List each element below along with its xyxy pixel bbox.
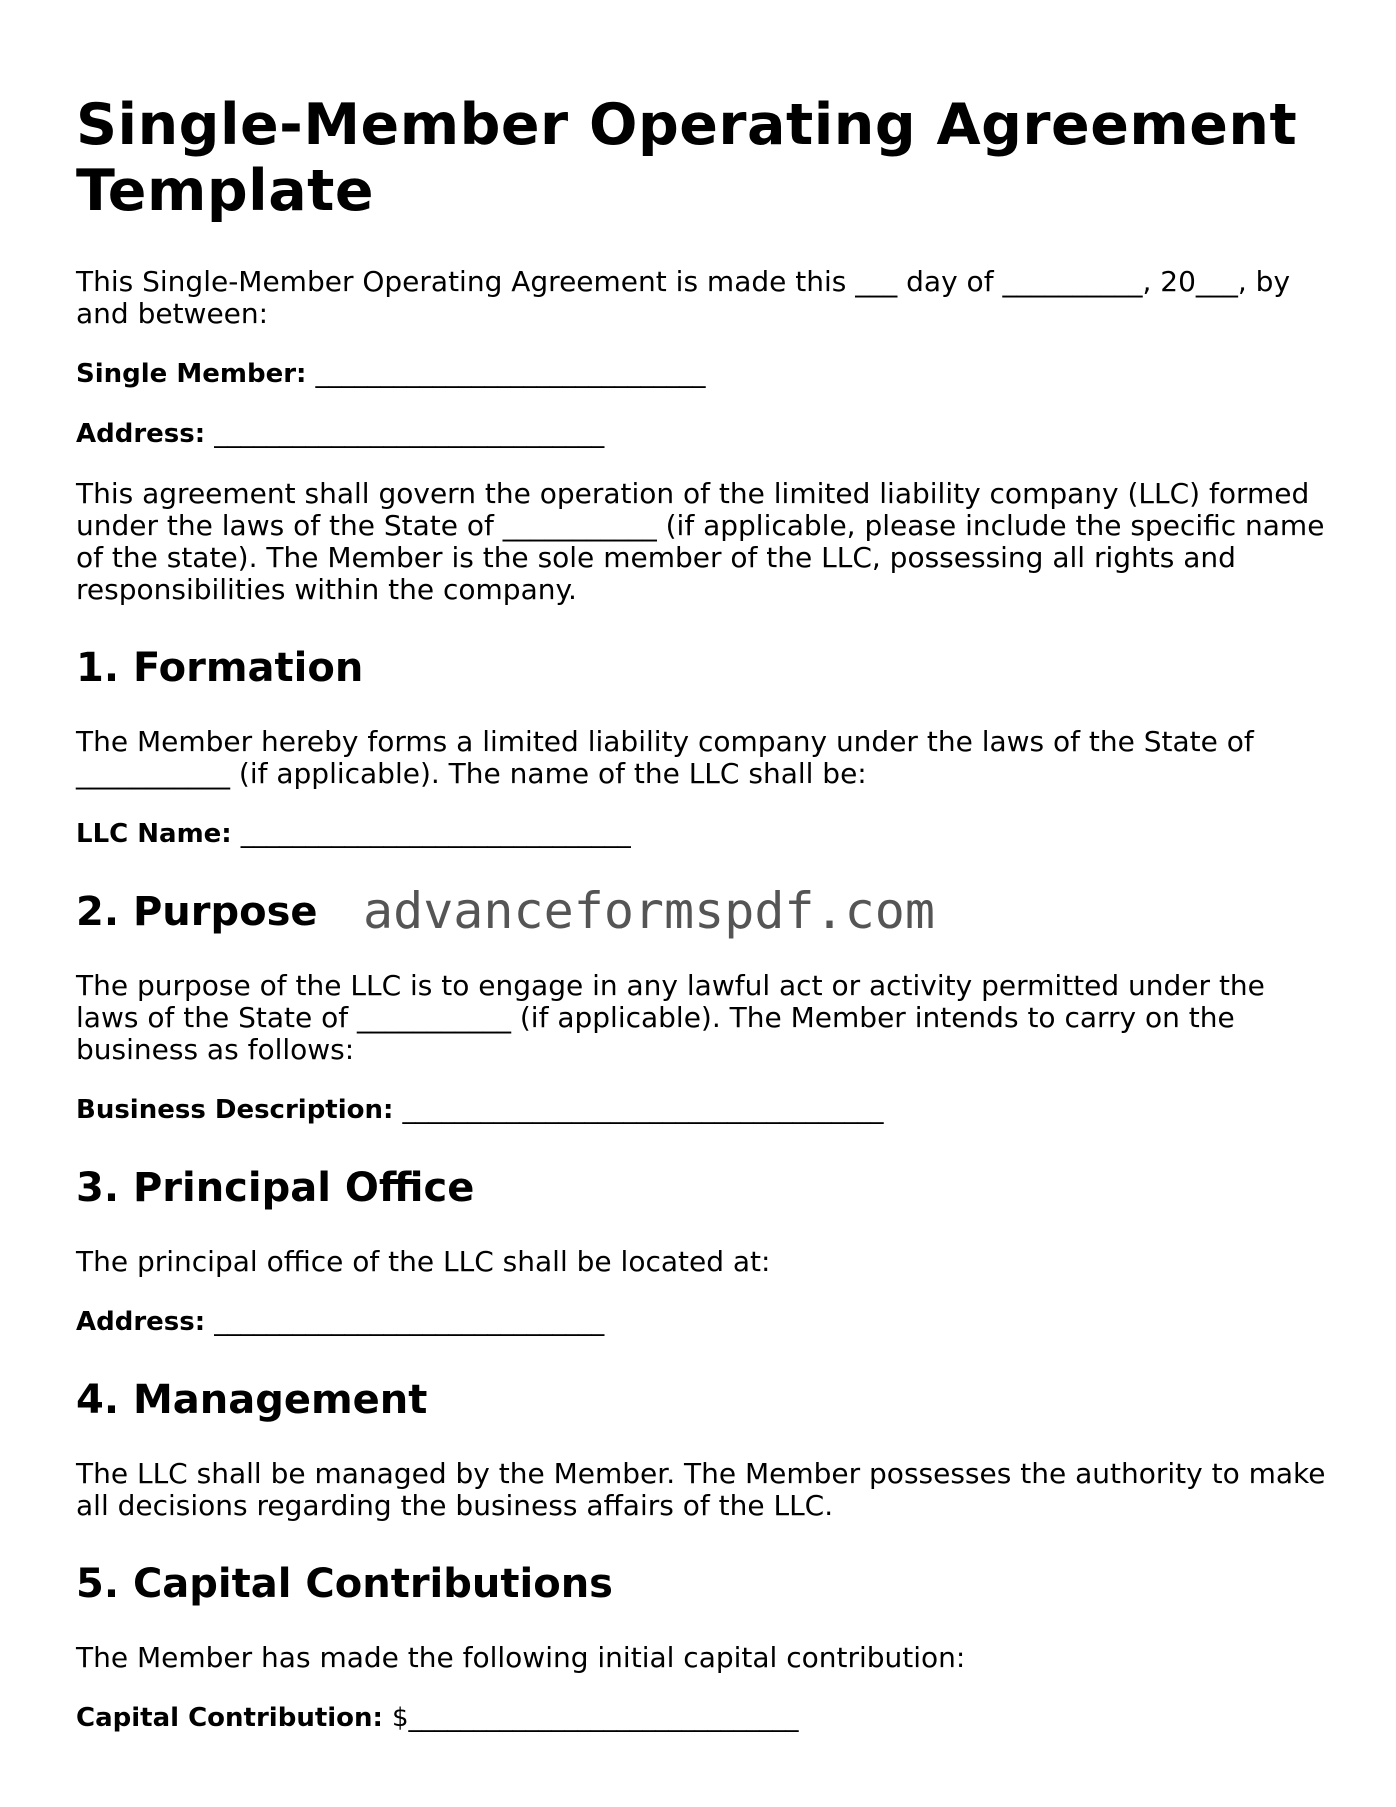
office-address-label: Address: (76, 1307, 206, 1337)
section-formation-heading: 1. Formation (76, 645, 364, 691)
llc-name-label: LLC Name: (76, 819, 232, 849)
section-formation-text: The Member hereby forms a limited liability company under the laws of the State of ___________ (if applicable). The name of the LLC shall be: (76, 725, 1254, 790)
office-address-blank[interactable]: ______________________________ (214, 1307, 605, 1337)
capital-contribution-field (76, 1702, 1326, 1734)
address-label: Address: (76, 419, 206, 449)
intro-paragraph: This Single-Member Operating Agreement is made this ___ day of __________, 20___, by and between: (76, 265, 1291, 330)
watermark-text: advanceformspdf.com (363, 882, 935, 940)
address-blank[interactable]: ______________________________ (214, 419, 605, 449)
single-member-field (76, 358, 1326, 390)
section-office-text: The principal office of the LLC shall be located at: (76, 1245, 771, 1278)
business-description-label: Business Description: (76, 1095, 394, 1125)
office-address-field (76, 1306, 1326, 1338)
llc-name-field (76, 818, 1326, 850)
section-purpose-text: The purpose of the LLC is to engage in any lawful act or activity permitted under the laws of the State of ___________ (if applicable). The Member intends to carry on the business as follows: (76, 969, 1265, 1066)
section-management-heading: 4. Management (76, 1377, 428, 1423)
section-capital-text: The Member has made the following initial capital contribution: (76, 1641, 966, 1674)
section-management-text: The LLC shall be managed by the Member. The Member possesses the authority to make all decisions regarding the business affairs of the LLC. (76, 1457, 1326, 1522)
section-purpose-row (76, 882, 1326, 940)
capital-contribution-label: Capital Contribution: (76, 1703, 383, 1733)
section-office-heading: 3. Principal Office (76, 1165, 475, 1211)
business-description-blank[interactable]: _____________________________________ (402, 1095, 884, 1125)
capital-contribution-blank[interactable]: $______________________________ (392, 1703, 799, 1733)
business-description-field (76, 1094, 1326, 1126)
llc-name-blank[interactable]: ______________________________ (240, 819, 631, 849)
address-field (76, 418, 1326, 450)
govern-paragraph: This agreement shall govern the operation of the limited liability company (LLC) formed under the laws of the State of ___________ (if applicable, please include the specific name of the state). The Member is the sole member of the LLC, possessing all rights and responsibilities within the company. (76, 477, 1325, 606)
document-page (76, 92, 1326, 1762)
section-capital-heading: 5. Capital Contributions (76, 1561, 613, 1607)
section-purpose-heading: 2. Purpose (76, 889, 318, 935)
single-member-label: Single Member: (76, 359, 307, 389)
document-title: Single-Member Operating Agreement Template (76, 92, 1298, 224)
single-member-blank[interactable]: ______________________________ (315, 359, 706, 389)
